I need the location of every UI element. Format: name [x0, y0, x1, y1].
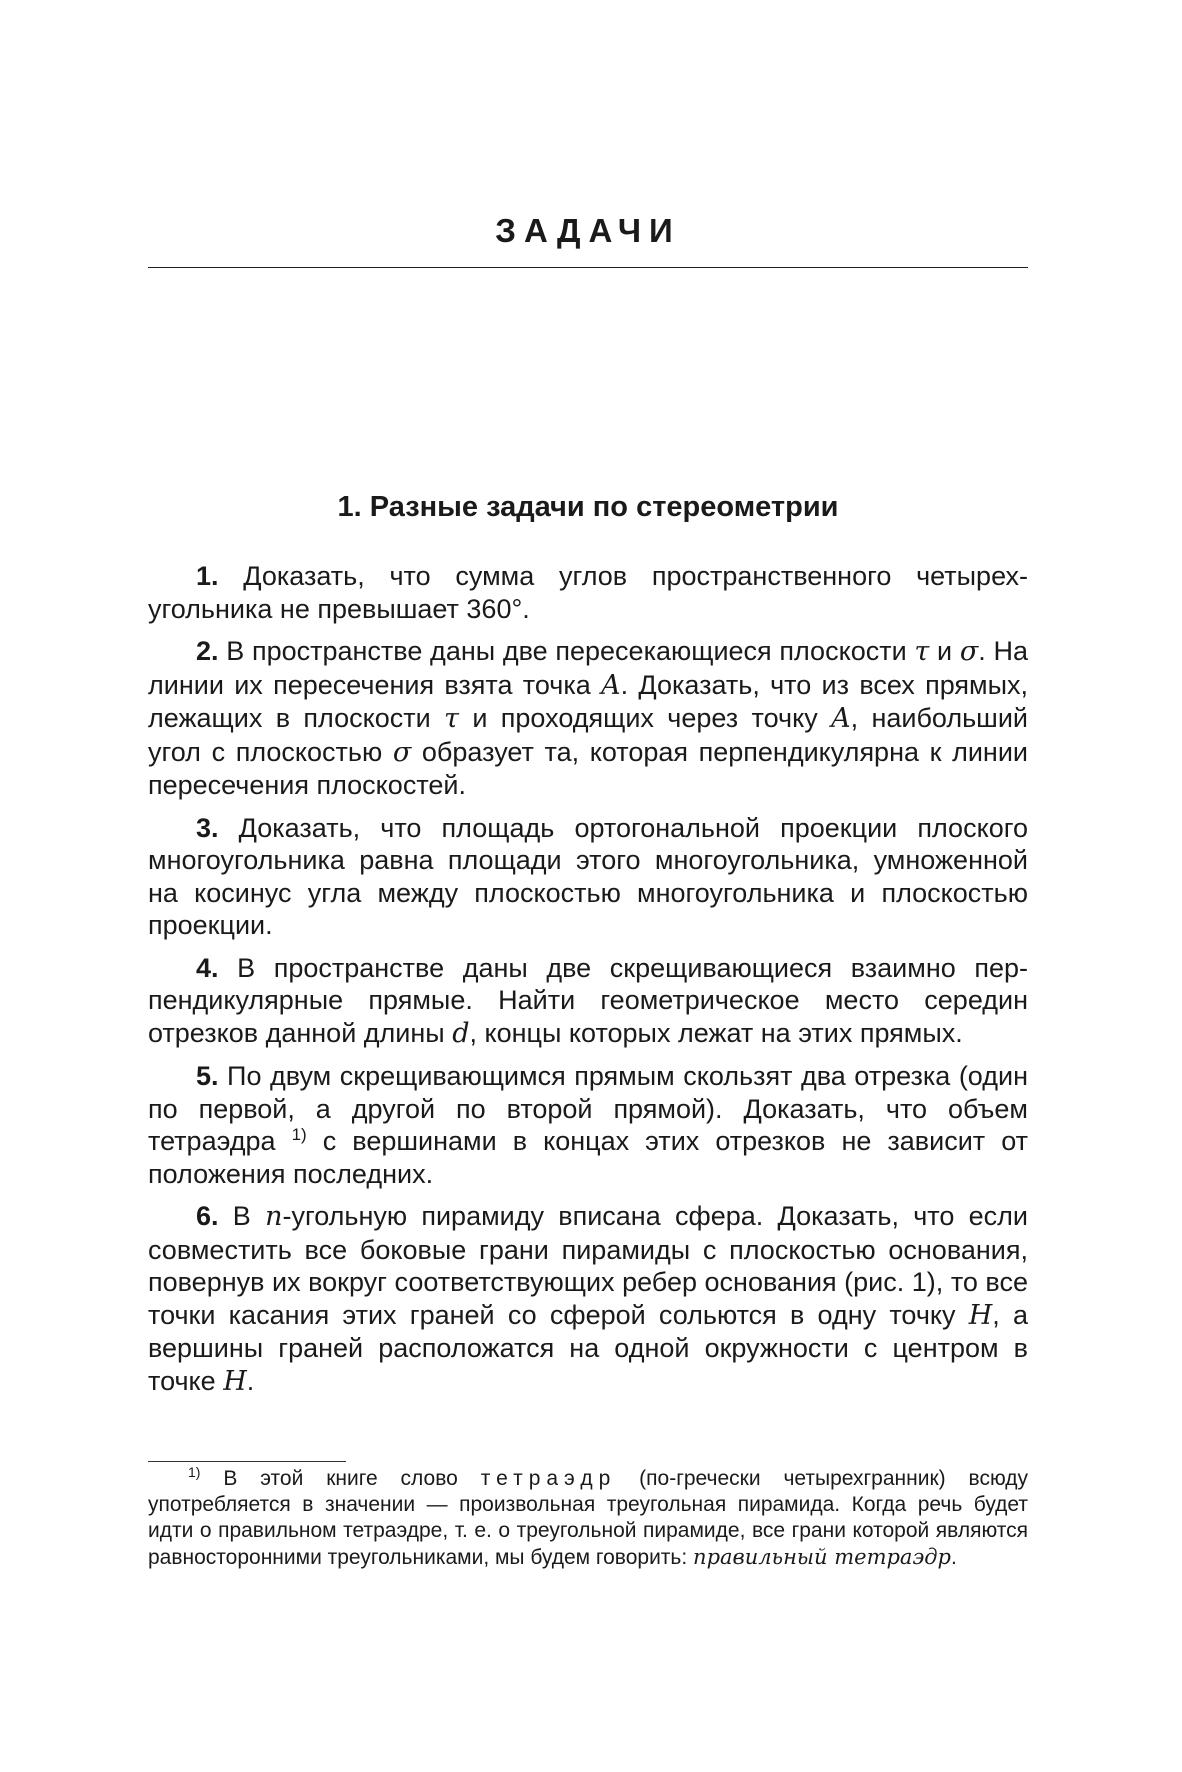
math-symbol: n [265, 1201, 283, 1232]
footnote-rule [148, 1461, 346, 1462]
problem-1 [148, 560, 1028, 625]
problem-5 [148, 1060, 1028, 1190]
problem-text: Доказать, что площадь ортогональной проекции плоского многоугольника равна площади этого многоугольника, умноженной на косинус угла между плоскостью многоугольника и плоскостью проекции. [148, 812, 1028, 940]
problem-text: с вершинами в концах этих отрезков не зависит от положения последних. [148, 1126, 1028, 1189]
footnote-term: тетраэдр [480, 1467, 617, 1490]
problem-text: В пространстве даны две скрещивающиеся взаимно перпендикулярные прямые. Найти геометрическое место середин отрезков данной длины [148, 952, 1028, 1048]
footnote-reference[interactable]: 1) [291, 1125, 307, 1144]
chapter-title: ЗАДАЧИ [495, 212, 681, 249]
problem-number: 4. [196, 952, 219, 983]
problem-number: 1. [196, 561, 219, 591]
problem-4 [148, 952, 1028, 1051]
math-symbol: d [452, 1017, 470, 1049]
problem-text: и [929, 636, 960, 666]
problem-text: В пространстве даны две пересекающиеся плоскости [226, 636, 915, 666]
math-symbol: τ [444, 703, 459, 734]
problem-number: 3. [196, 812, 219, 843]
math-symbol: H [223, 1365, 247, 1397]
problem-list [148, 560, 1028, 1408]
problem-text: -угольную пирамиду вписана сфера. Доказать, что если совместить все боковые грани пирамиды с плоскостью основания, повернув их вокруг соответствующих ребер основания (рис. 1), то все точки касания этих граней со сферой сольются в одну точку [148, 1201, 1028, 1330]
math-symbol: τ [914, 636, 930, 667]
math-symbol: σ [959, 636, 979, 667]
problem-text: , наибольший угол с плоскостью [148, 703, 1028, 767]
math-symbol: A [831, 703, 851, 734]
problem-text: образует та, которая перпендикулярна к линии пересечения плоскостей. [148, 736, 1028, 800]
problem-text: , а вершины граней расположатся на одной окружности с центром в точке [148, 1299, 1028, 1396]
problem-text: , концы которых лежат на этих прямых. [469, 1017, 963, 1048]
section-title: 1. Разные задачи по стереометрии [337, 491, 839, 523]
problem-number: 2. [196, 636, 219, 666]
problem-3 [148, 812, 1028, 942]
math-symbol: σ [392, 736, 412, 768]
footnote-emphasis: правильный тетраэдр [693, 1545, 951, 1569]
footnote-text: . [950, 1546, 957, 1569]
problem-text: Доказать, что сумма углов пространственного четырехугольника не превышает 360°. [148, 561, 1028, 624]
math-symbol: A [601, 669, 621, 701]
problem-number: 6. [196, 1201, 219, 1231]
problem-text: и проходящих через точку [458, 703, 832, 733]
problem-text: В [232, 1201, 266, 1231]
footnote-marker: 1) [188, 1464, 201, 1480]
problem-text: . Доказать, что из всех прямых, лежащих в плоскости [148, 669, 1028, 733]
problem-number: 5. [196, 1061, 219, 1091]
footnote-text: (по-гречески четырехгранник) всюду употребляется в значении — произвольная треугольная пирамида. Когда речь будет идти о правильном тетраэдре, т. е. о треугольной пирамиде, все грани которой являются равносторонними треугольниками, мы будем говорить: [148, 1467, 1028, 1569]
problem-text: . На линии их пересечения взята точка [148, 636, 1028, 700]
problem-text: . [246, 1365, 255, 1396]
problem-6 [148, 1200, 1028, 1398]
problem-2 [148, 635, 1028, 802]
problem-text: По двум скрещивающимся прямым скользят два отрезка (один по первой, а другой по второй прямой). Доказать, что объем тетраэдра [148, 1061, 1028, 1156]
math-symbol: H [968, 1299, 993, 1331]
chapter-rule [148, 267, 1028, 268]
footnote-text: В этой книге слово [200, 1467, 481, 1490]
footnote [148, 1466, 1028, 1571]
